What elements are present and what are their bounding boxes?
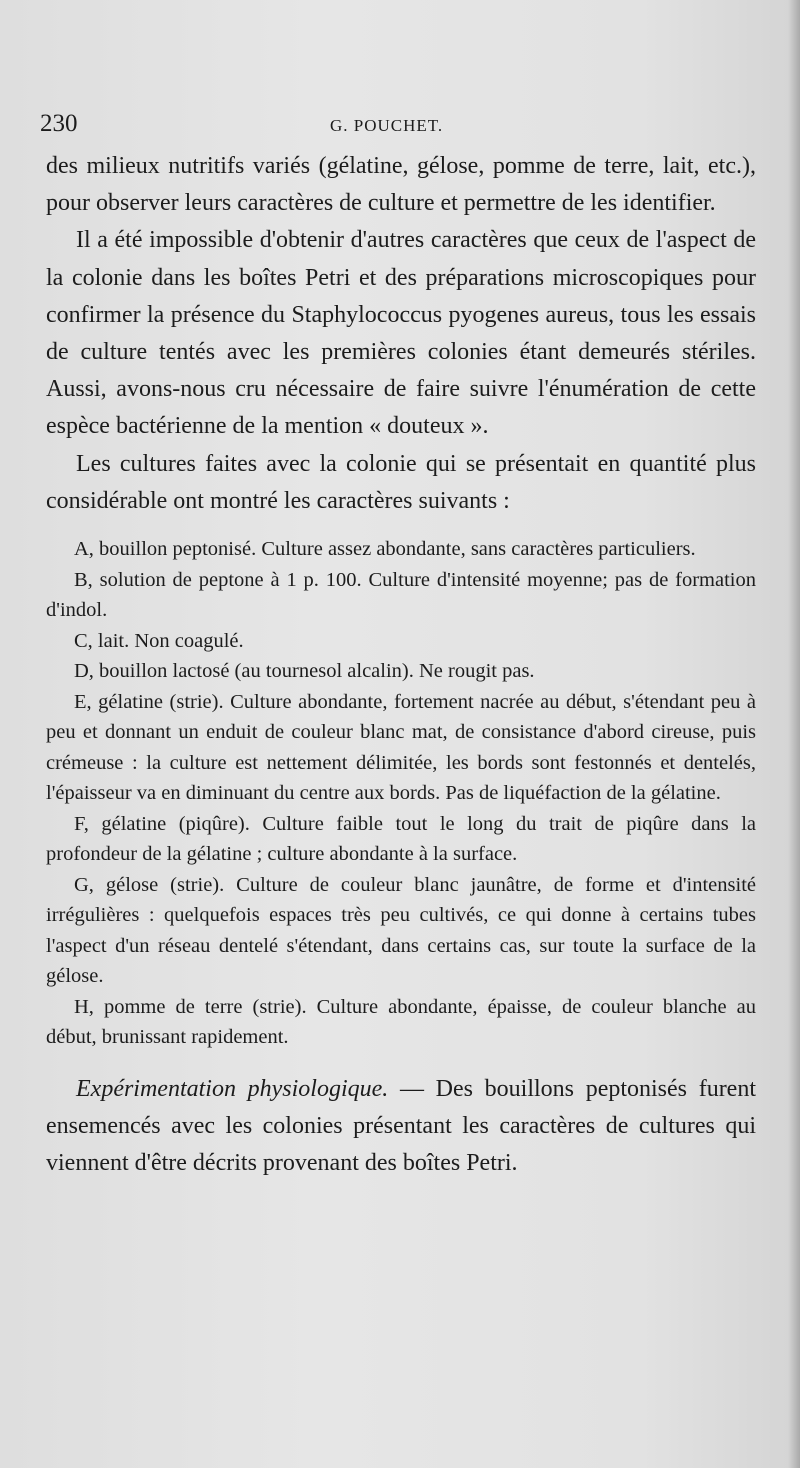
culture-item-b: B, solution de peptone à 1 p. 100. Culture d'intensité moyenne; pas de formation d'indol. <box>46 568 756 622</box>
culture-item-f: F, gélatine (piqûre). Culture faible tout le long du trait de piqûre dans la profondeur de la gélatine ; culture abondante à la surface. <box>46 812 756 866</box>
culture-item-c: C, lait. Non coagulé. <box>74 629 244 652</box>
page-edge-shadow <box>788 0 800 1468</box>
section-title-physiology: Expérimentation physiologique. <box>76 1075 389 1102</box>
culture-item-e: E, gélatine (strie). Culture abondante, fortement nacrée au début, s'étendant peu à peu et donnant un enduit de couleur blanc mat, de consistance d'abord cireuse, puis crémeuse : la culture est nettement délimitée, les bords sont festonnés et dentelés, l'épaisseur va en diminuant du centre aux bords. Pas de liquéfaction de la gélatine. <box>46 690 756 805</box>
paragraph-staphylococcus: Il a été impossible d'obtenir d'autres caractères que ceux de l'aspect de la colonie dans les boîtes Petri et des préparations microscopiques pour confirmer la présence du Staphylococcus pyogenes aureus, tous les essais de culture tentés avec les premières colonies étant demeurés stériles. Aussi, avons-nous cru nécessaire de faire suivre l'énumération de cette espèce bactérienne de la mention « douteux ». <box>46 227 756 440</box>
paragraph-continuation: des milieux nutritifs variés (gélatine, gélose, pomme de terre, lait, etc.), pour observer leurs caractères de culture et permettre de les identifier. <box>46 153 756 217</box>
running-title: G. POUCHET. <box>330 116 444 135</box>
paragraph-physiology <box>46 1071 756 1183</box>
page-header <box>40 110 760 142</box>
paragraph-cultures-intro: Les cultures faites avec la colonie qui se présentait en quantité plus considérable ont montré les caractères suivants : <box>46 450 756 514</box>
page-number: 230 <box>40 110 78 137</box>
culture-list <box>46 534 756 1053</box>
body-text <box>46 148 756 1182</box>
culture-item-a: A, bouillon peptonisé. Culture assez abondante, sans caractères particuliers. <box>74 538 696 561</box>
physiology-text: — Des bouillons peptonisés furent ensemencés avec les colonies présentant les caractères de cultures qui viennent d'être décrits provenant des boîtes Petri. <box>46 1075 757 1176</box>
culture-item-d: D, bouillon lactosé (au tournesol alcalin). Ne rougit pas. <box>74 660 535 683</box>
culture-item-h: H, pomme de terre (strie). Culture abondante, épaisse, de couleur blanche au début, brunissant rapidement. <box>46 995 756 1049</box>
culture-item-g: G, gélose (strie). Culture de couleur blanc jaunâtre, de forme et d'intensité irrégulières : quelquefois espaces très peu cultivés, ce qui donne à certains tubes l'aspect d'un réseau dentelé s'étendant, dans certains cas, sur toute la surface de la gélose. <box>46 873 756 988</box>
